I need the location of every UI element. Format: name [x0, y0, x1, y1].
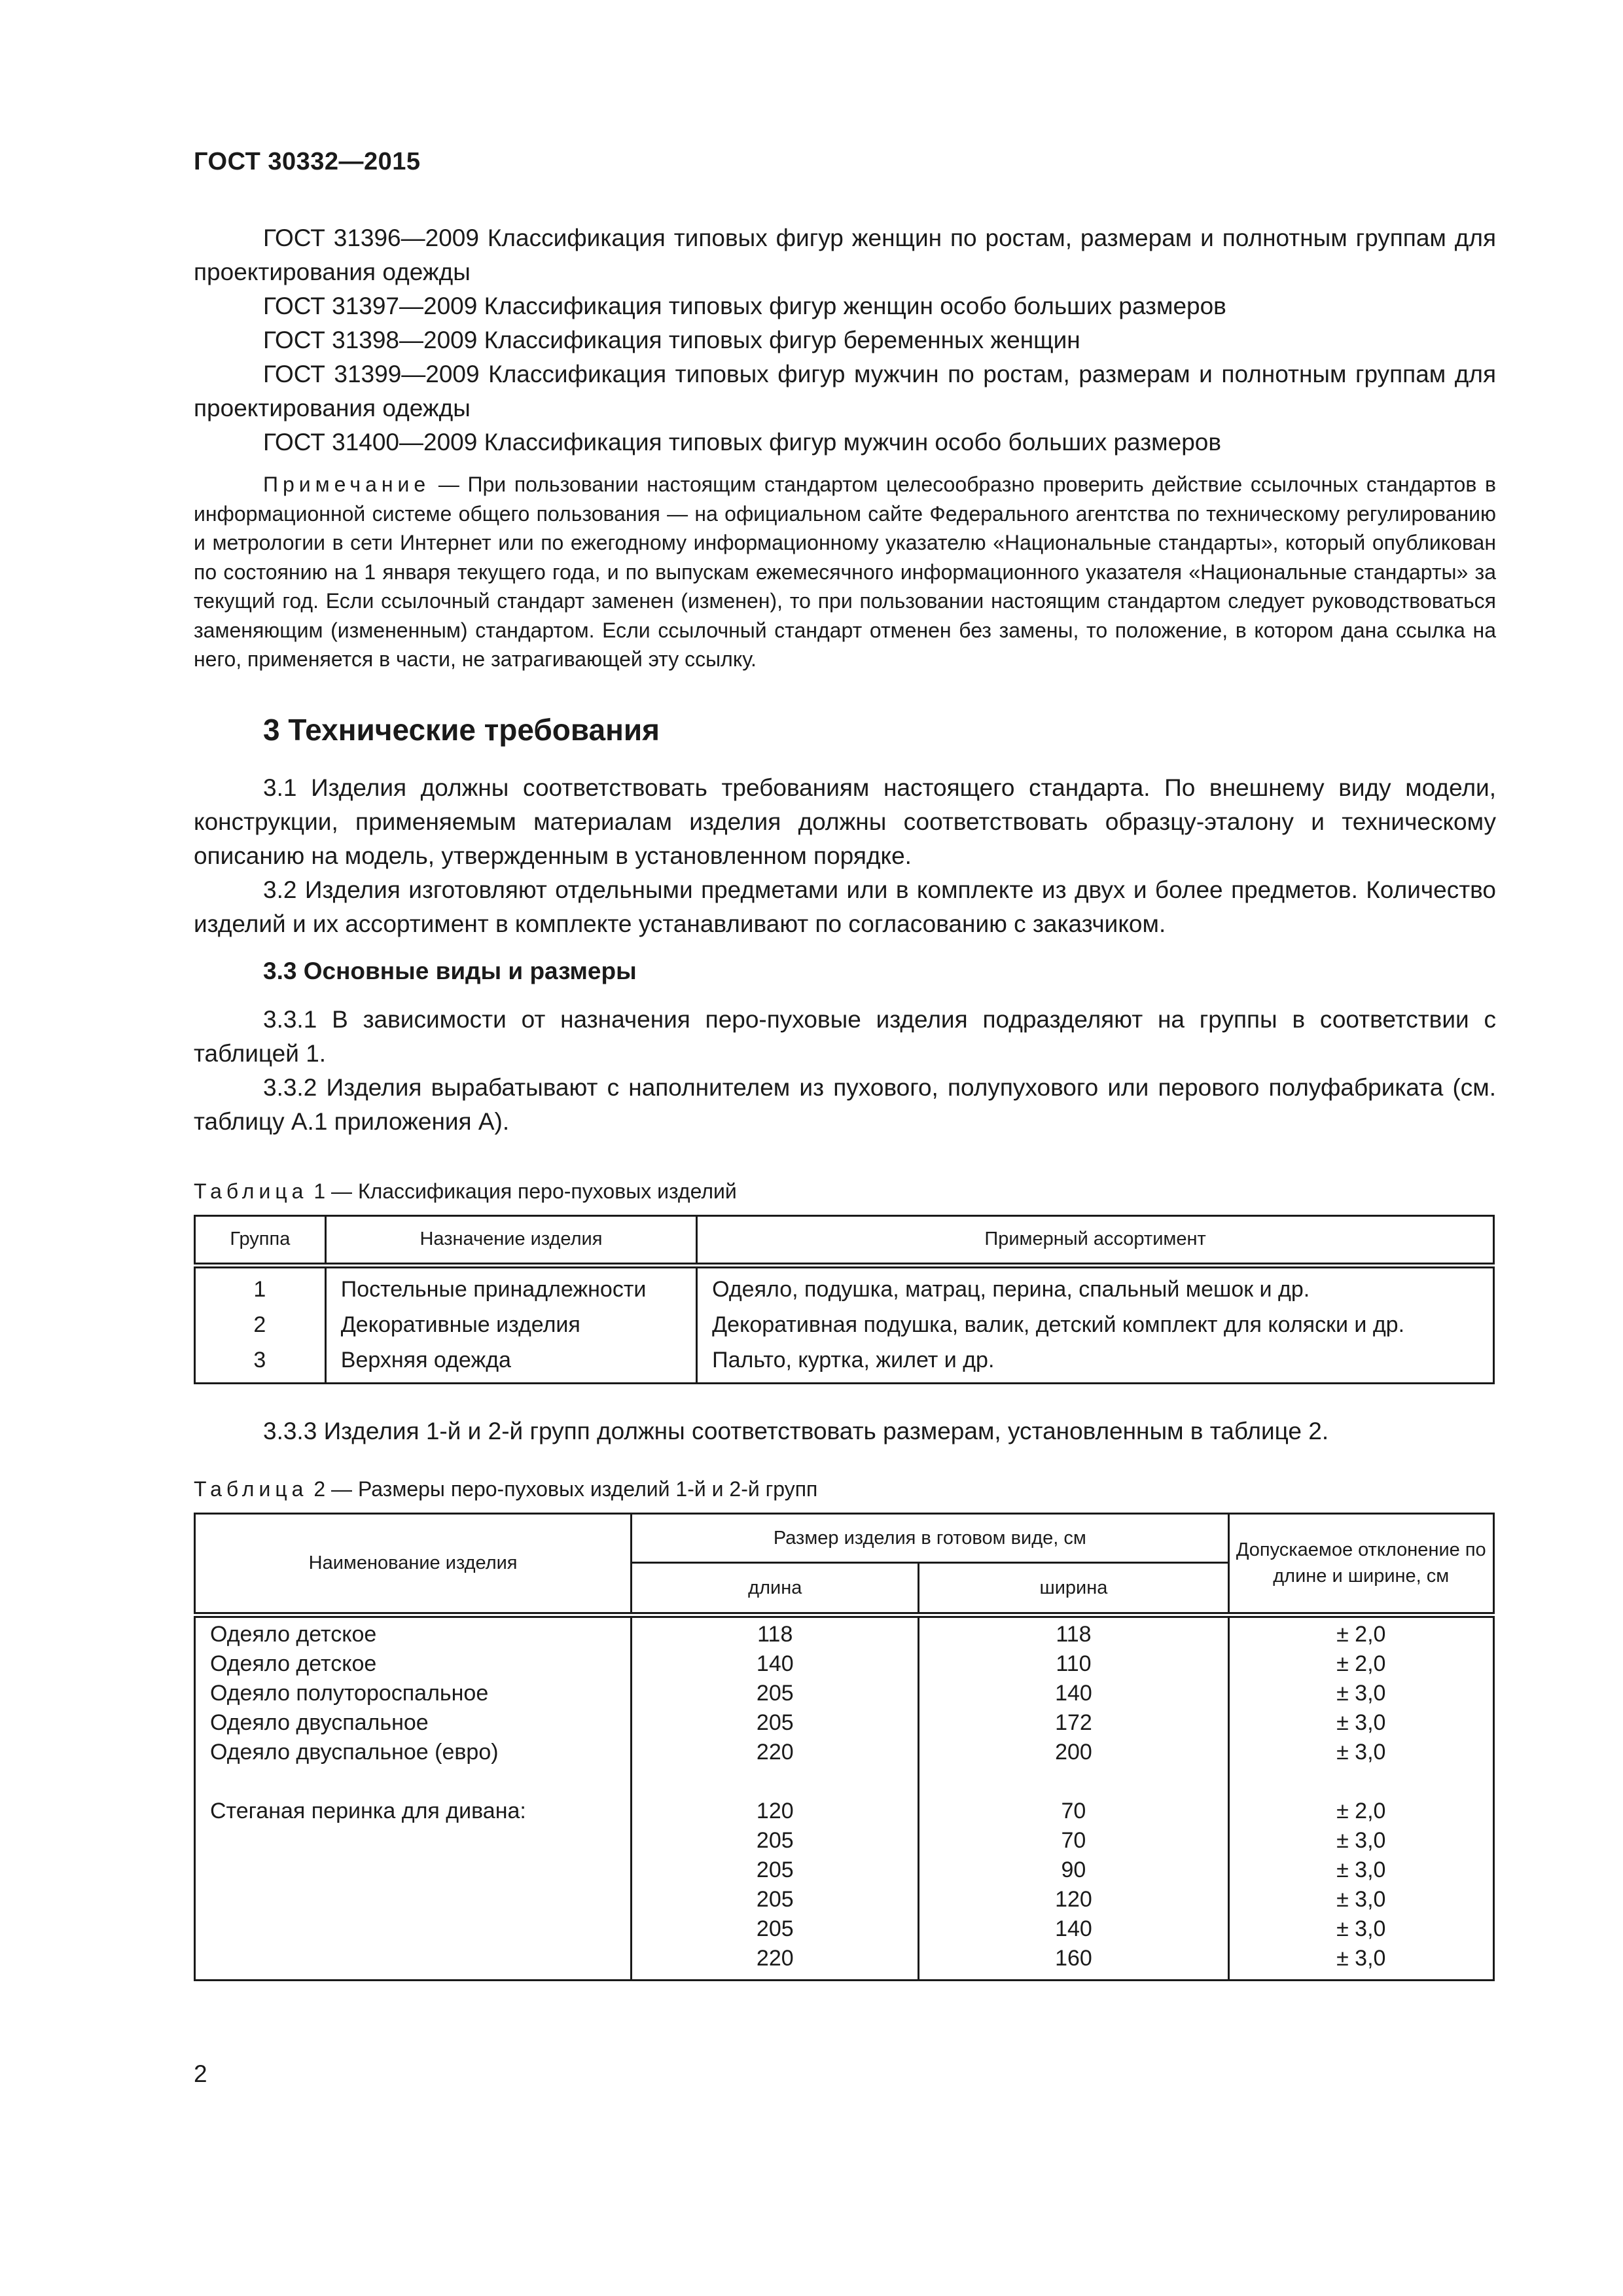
table2-header-width: ширина	[919, 1562, 1228, 1615]
table-cell: ± 2,0	[1228, 1797, 1494, 1826]
table-cell: ± 3,0	[1228, 1914, 1494, 1944]
table-cell: 220	[632, 1944, 919, 1981]
note-text: — При пользовании настоящим стандартом целесообразно проверить действие ссылочных стандартов в информационной системе общего пользования — на официальном сайте Федерального агентства по техническому регулированию и метрологии в сети Интернет или по ежегодному информационному указателю «Национальные стандарты», который опубликован по состоянию на 1 января текущего года, и по выпускам ежемесячного информационного указателя «Национальные стандарты» за текущий год. Если ссылочный стандарт заменен (изменен), то при пользовании настоящим стандартом следует руководствоваться заменяющим (измененным) стандартом. Если ссылочный стандарт отменен без замены, то положение, в котором дана ссылка на него, применяется в части, не затрагивающей эту ссылку.	[194, 473, 1496, 671]
table-cell: 118	[632, 1615, 919, 1649]
table-cell: ± 3,0	[1228, 1738, 1494, 1767]
table-cell: Стеганая перинка для дивана:	[195, 1797, 632, 1826]
table-cell: Постельные принадлежности	[325, 1265, 696, 1307]
table-cell: 2	[195, 1307, 326, 1342]
table1-caption	[194, 1177, 1496, 1206]
table-cell: Одеяло детское	[195, 1649, 632, 1679]
clause-3-2: 3.2 Изделия изготовляют отдельными предметами или в комплекте из двух и более предметов. Количество изделий и их ассортимент в комплекте устанавливают по согласованию с заказчиком.	[194, 876, 1496, 937]
table-cell: Декоративная подушка, валик, детский комплект для коляски и др.	[697, 1307, 1494, 1342]
table-cell: 220	[632, 1738, 919, 1767]
table-row	[195, 1649, 1494, 1679]
table-cell	[195, 1914, 632, 1944]
normative-references	[194, 221, 1496, 459]
table1-header-purpose: Назначение изделия	[325, 1215, 696, 1265]
table1	[194, 1215, 1495, 1384]
table2-caption-text: 2 — Размеры перо-пуховых изделий 1-й и 2-й групп	[308, 1477, 818, 1501]
table1-header-assortment: Примерный ассортимент	[697, 1215, 1494, 1265]
table-row	[195, 1856, 1494, 1885]
clause-3-3-1: 3.3.1 В зависимости от назначения перо-пуховые изделия подразделяют на группы в соответствии с таблицей 1.	[194, 1005, 1496, 1067]
table-cell: 3	[195, 1342, 326, 1384]
note-label: Примечание	[263, 473, 431, 496]
table-cell: ± 3,0	[1228, 1826, 1494, 1856]
table-cell: 205	[632, 1708, 919, 1738]
table-cell: 140	[919, 1679, 1228, 1708]
reference-item: ГОСТ 31398—2009 Классификация типовых фигур беременных женщин	[263, 327, 1080, 353]
table2-caption	[194, 1475, 1496, 1503]
table-cell: ± 3,0	[1228, 1679, 1494, 1708]
table-cell: 205	[632, 1914, 919, 1944]
table1-header-group: Группа	[195, 1215, 326, 1265]
table-cell: ± 2,0	[1228, 1649, 1494, 1679]
table-row	[195, 1797, 1494, 1826]
table-spacer-row	[195, 1767, 1494, 1797]
table2-header-tolerance: Допускаемое отклонение по длине и ширине, см	[1228, 1513, 1494, 1615]
table-row	[195, 1679, 1494, 1708]
table-cell: ± 3,0	[1228, 1944, 1494, 1981]
table-cell: 205	[632, 1856, 919, 1885]
reference-item: ГОСТ 31399—2009 Классификация типовых фигур мужчин по ростам, размерам и полнотным группам для проектирования одежды	[194, 361, 1496, 422]
subsection-title: 3.3 Основные виды и размеры	[263, 957, 637, 984]
reference-item: ГОСТ 31397—2009 Классификация типовых фигур женщин особо больших размеров	[263, 293, 1226, 319]
table-row	[195, 1826, 1494, 1856]
table-cell: ± 2,0	[1228, 1615, 1494, 1649]
note-paragraph	[194, 470, 1496, 674]
document-header: ГОСТ 30332—2015	[194, 148, 421, 175]
clause-3-1: 3.1 Изделия должны соответствовать требованиям настоящего стандарта. По внешнему виду модели, конструкции, применяемым материалам изделия должны соответствовать образцу-эталону и техническому описанию на модель, утвержденным в установленном порядке.	[194, 774, 1496, 869]
table-cell: 1	[195, 1265, 326, 1307]
table-row	[195, 1615, 1494, 1649]
table-row	[195, 1944, 1494, 1981]
table-cell: Верхняя одежда	[325, 1342, 696, 1384]
page-content	[194, 221, 1496, 1981]
table-cell: 120	[919, 1885, 1228, 1914]
table-cell: ± 3,0	[1228, 1708, 1494, 1738]
table-cell	[195, 1885, 632, 1914]
table-cell: ± 3,0	[1228, 1885, 1494, 1914]
table-cell: 140	[919, 1914, 1228, 1944]
table-cell: 200	[919, 1738, 1228, 1767]
table-cell: Одеяло двуспальное	[195, 1708, 632, 1738]
reference-item: ГОСТ 31396—2009 Классификация типовых фигур женщин по ростам, размерам и полнотным группам для проектирования одежды	[194, 224, 1496, 285]
table-row	[195, 1885, 1494, 1914]
table-cell: ± 3,0	[1228, 1856, 1494, 1885]
table1-caption-label: Таблица	[194, 1179, 308, 1203]
table-cell: 90	[919, 1856, 1228, 1885]
table-row	[195, 1738, 1494, 1767]
table-cell: 205	[632, 1826, 919, 1856]
table-cell: 205	[632, 1679, 919, 1708]
table2	[194, 1513, 1495, 1981]
table-cell: Одеяло полутороспальное	[195, 1679, 632, 1708]
table-row	[195, 1307, 1494, 1342]
table-cell: 172	[919, 1708, 1228, 1738]
table-cell: 70	[919, 1797, 1228, 1826]
clause-3-3-2: 3.3.2 Изделия вырабатывают с наполнителем из пухового, полупухового или перового полуфабриката (см. таблицу А.1 приложения А).	[194, 1073, 1496, 1135]
table-cell	[195, 1826, 632, 1856]
table-cell	[195, 1856, 632, 1885]
table-cell: Одеяло двуспальное (евро)	[195, 1738, 632, 1767]
table-cell	[195, 1944, 632, 1981]
table-cell: 160	[919, 1944, 1228, 1981]
table2-header-size: Размер изделия в готовом виде, см	[632, 1513, 1228, 1562]
table-cell: 118	[919, 1615, 1228, 1649]
table-row	[195, 1708, 1494, 1738]
table-cell: 140	[632, 1649, 919, 1679]
table2-header-length: длина	[632, 1562, 919, 1615]
reference-item: ГОСТ 31400—2009 Классификация типовых фигур мужчин особо больших размеров	[263, 429, 1222, 456]
table-cell: Пальто, куртка, жилет и др.	[697, 1342, 1494, 1384]
table-cell: 110	[919, 1649, 1228, 1679]
section-title: 3 Технические требования	[263, 712, 660, 747]
table-cell: Одеяло детское	[195, 1615, 632, 1649]
table-row	[195, 1265, 1494, 1307]
table-cell: 205	[632, 1885, 919, 1914]
table-row	[195, 1342, 1494, 1384]
page-number: 2	[194, 2060, 207, 2087]
table-cell: 70	[919, 1826, 1228, 1856]
table2-caption-label: Таблица	[194, 1477, 308, 1501]
table-cell: Одеяло, подушка, матрац, перина, спальный мешок и др.	[697, 1265, 1494, 1307]
table-cell: Декоративные изделия	[325, 1307, 696, 1342]
clause-3-3-3: 3.3.3 Изделия 1-й и 2-й групп должны соответствовать размерам, установленным в таблице 2.	[263, 1417, 1329, 1444]
table-row	[195, 1914, 1494, 1944]
table1-caption-text: 1 — Классификация перо-пуховых изделий	[308, 1179, 737, 1203]
table-cell: 120	[632, 1797, 919, 1826]
table2-header-name: Наименование изделия	[195, 1513, 632, 1615]
